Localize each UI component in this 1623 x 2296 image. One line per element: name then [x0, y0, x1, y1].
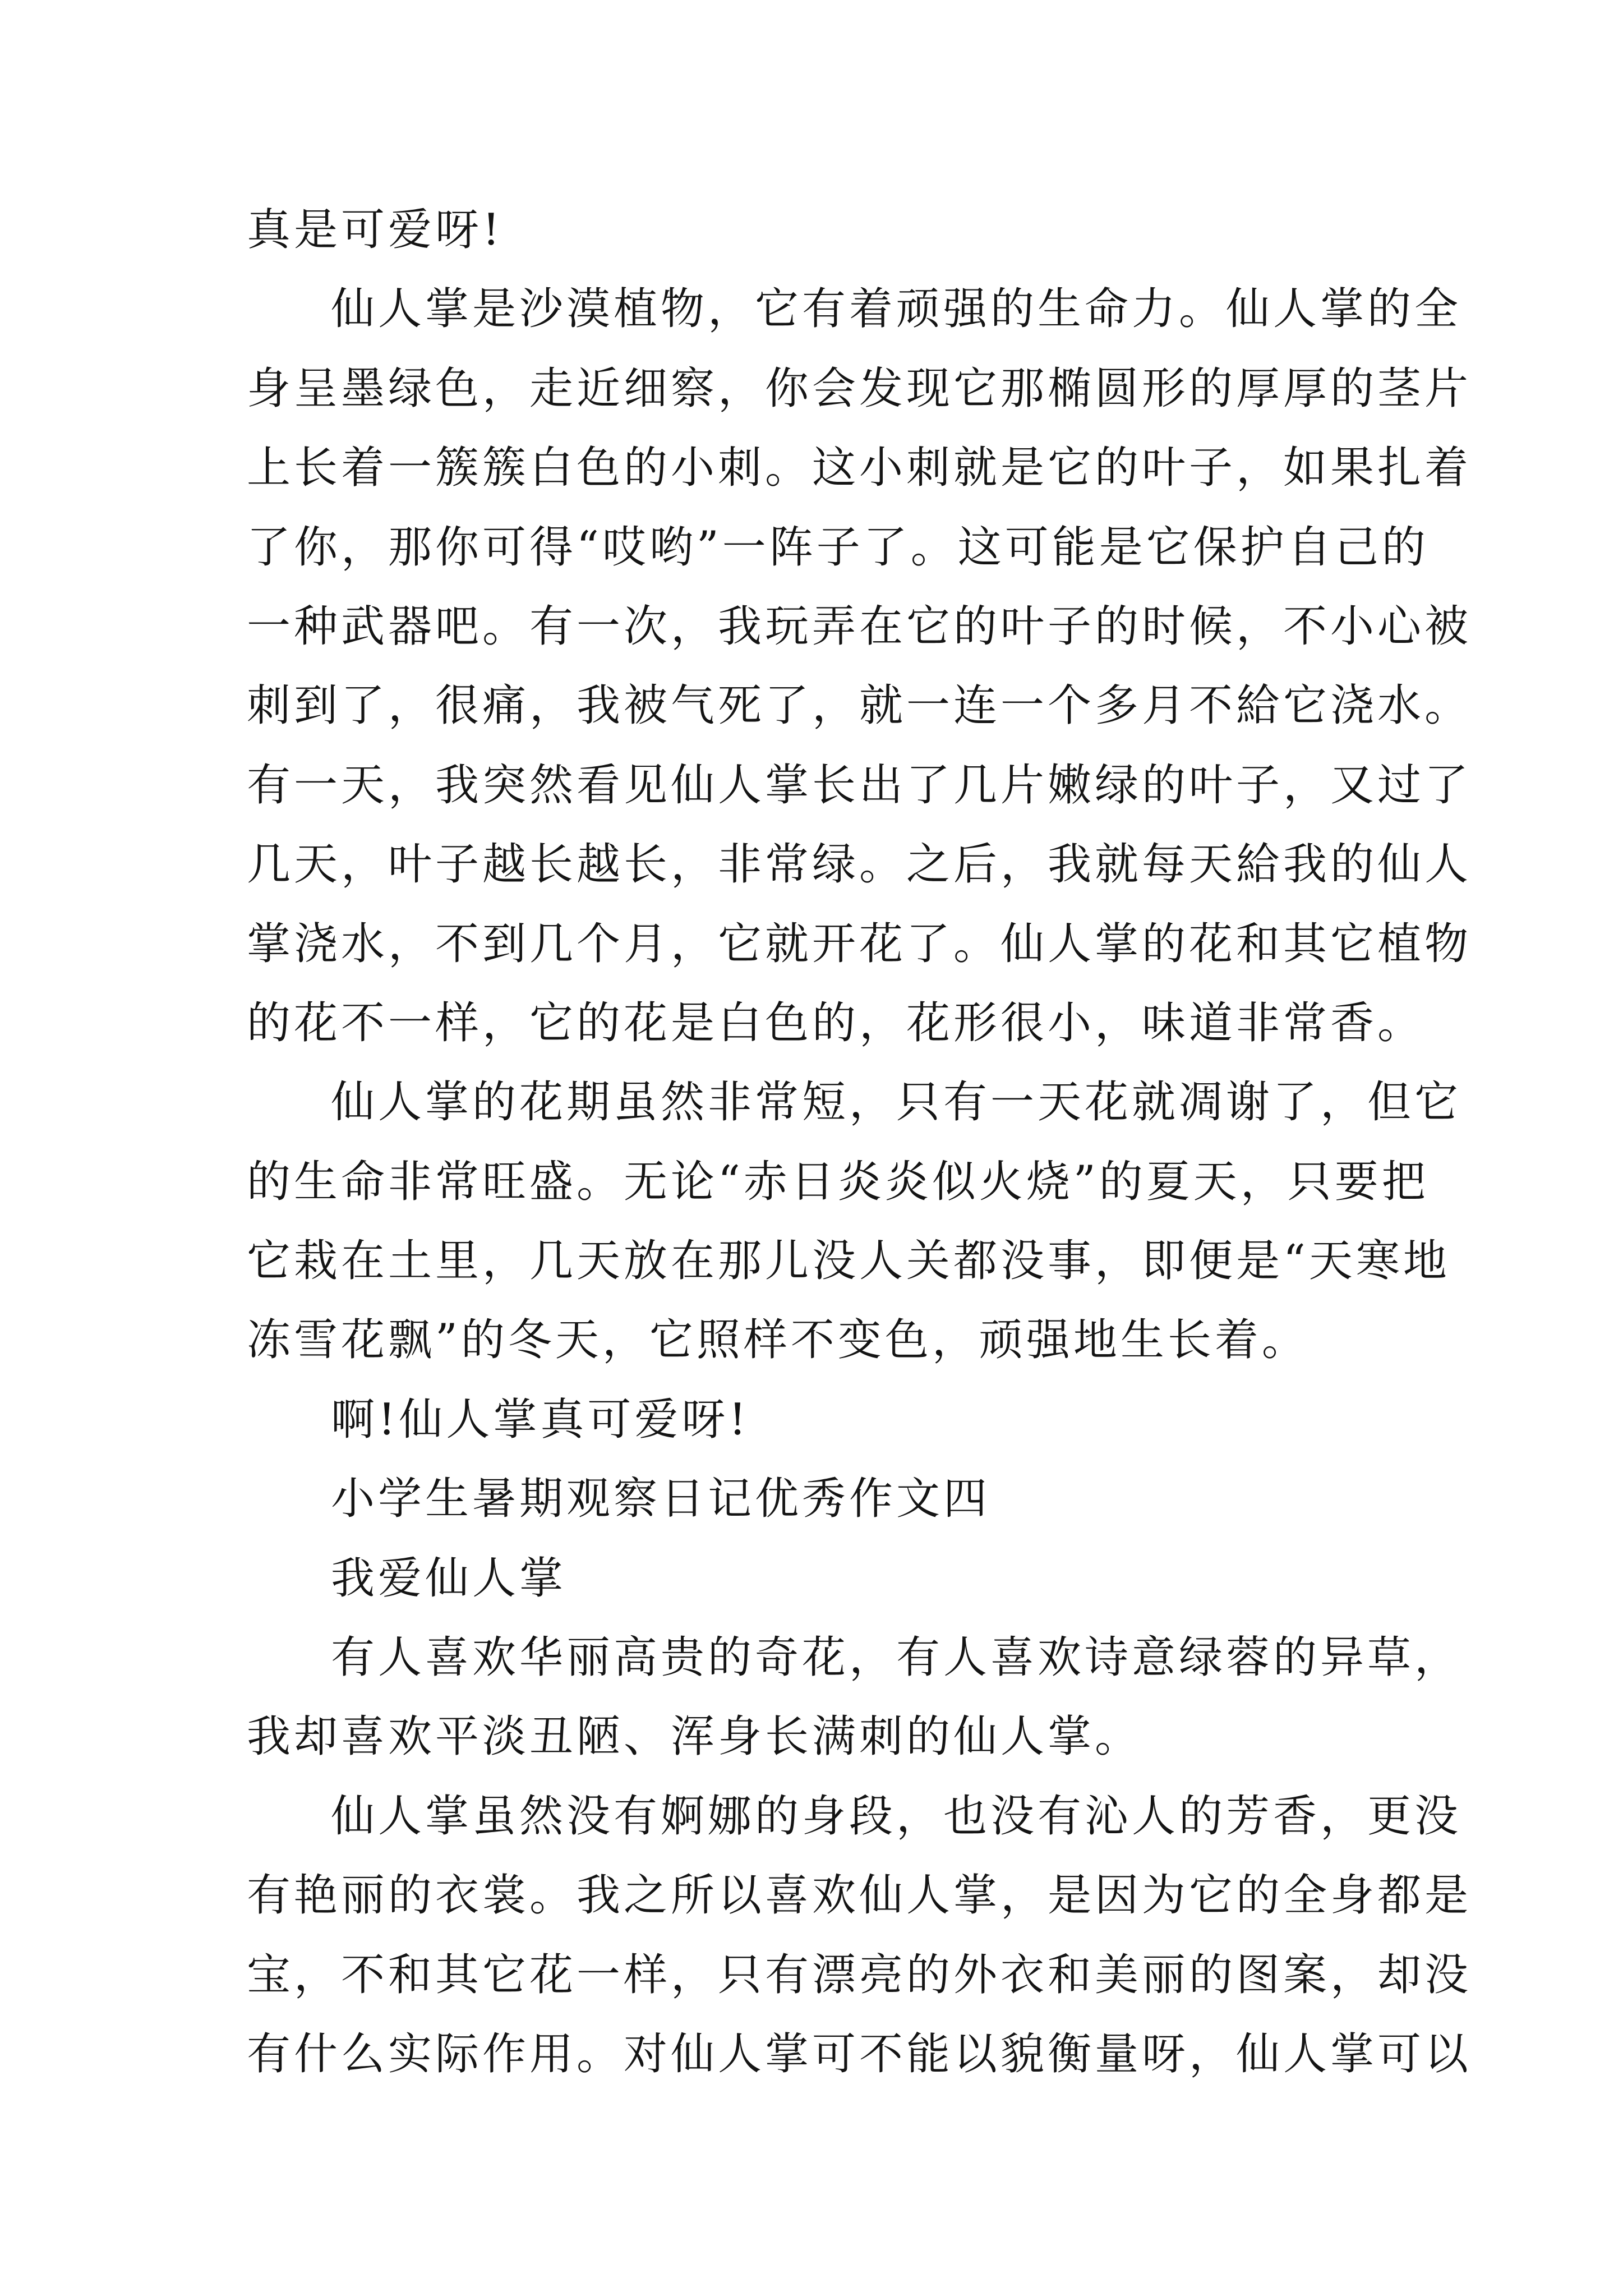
text-line: 的花不一样，它的花是白色的，花形很小，味道非常香。 — [247, 997, 1425, 1048]
text-line: 的生命非常旺盛。无论“赤日炎炎似火烧”的夏天，只要把 — [247, 1156, 1429, 1207]
text-line: 我却喜欢平淡丑陋、浑身长满刺的仙人掌。 — [247, 1711, 1142, 1763]
text-line: 几天，叶子越长越长，非常绿。之后，我就每天給我的仙人 — [247, 839, 1472, 890]
text-line: 有什么实际作用。对仙人掌可不能以貌衡量呀，仙人掌可以 — [247, 2028, 1472, 2079]
text-line: 一种武器吧。有一次，我玩弄在它的叶子的时候，不小心被 — [247, 601, 1472, 652]
text-line: 冻雪花飘”的冬天，它照样不变色，顽强地生长着。 — [247, 1315, 1309, 1366]
text-line: 身呈墨绿色，走近细察，你会发现它那椭圆形的厚厚的茎片 — [247, 363, 1472, 414]
text-line: 了你，那你可得“哎哟”一阵子了。这可能是它保护自己的 — [247, 522, 1429, 573]
text-line: 真是可爱呀! — [247, 205, 504, 255]
text-line: 仙人掌是沙漠植物，它有着顽强的生命力。仙人掌的全 — [331, 284, 1462, 335]
text-line: 我爱仙人掌 — [331, 1553, 567, 1604]
text-line: 仙人掌的花期虽然非常短，只有一天花就凋谢了，但它 — [331, 1077, 1462, 1128]
text-line: 它栽在土里，几天放在那儿没人关都没事，即便是“天寒地 — [247, 1236, 1450, 1287]
text-line: 有艳丽的衣裳。我之所以喜欢仙人掌，是因为它的全身都是 — [247, 1870, 1472, 1921]
text-line: 有人喜欢华丽高贵的奇花，有人喜欢诗意绿蓉的异草， — [331, 1632, 1462, 1683]
text-line: 有一天，我突然看见仙人掌长出了几片嫩绿的叶子，又过了 — [247, 760, 1472, 811]
text-line: 仙人掌虽然没有婀娜的身段，也没有沁人的芳香，更没 — [331, 1791, 1462, 1842]
document-body — [247, 191, 1472, 2094]
text-line: 掌浇水，不到几个月，它就开花了。仙人掌的花和其它植物 — [247, 918, 1472, 969]
text-line: 刺到了，很痛，我被气死了，就一连一个多月不給它浇水。 — [247, 680, 1472, 731]
text-line: 啊!仙人掌真可爱呀! — [331, 1394, 750, 1445]
text-line: 宝，不和其它花一样，只有漂亮的外衣和美丽的图案，却没 — [247, 1949, 1472, 2000]
text-line: 上长着一簇簇白色的小刺。这小刺就是它的叶子，如果扎着 — [247, 443, 1472, 494]
text-line: 小学生暑期观察日记优秀作文四 — [331, 1474, 991, 1525]
